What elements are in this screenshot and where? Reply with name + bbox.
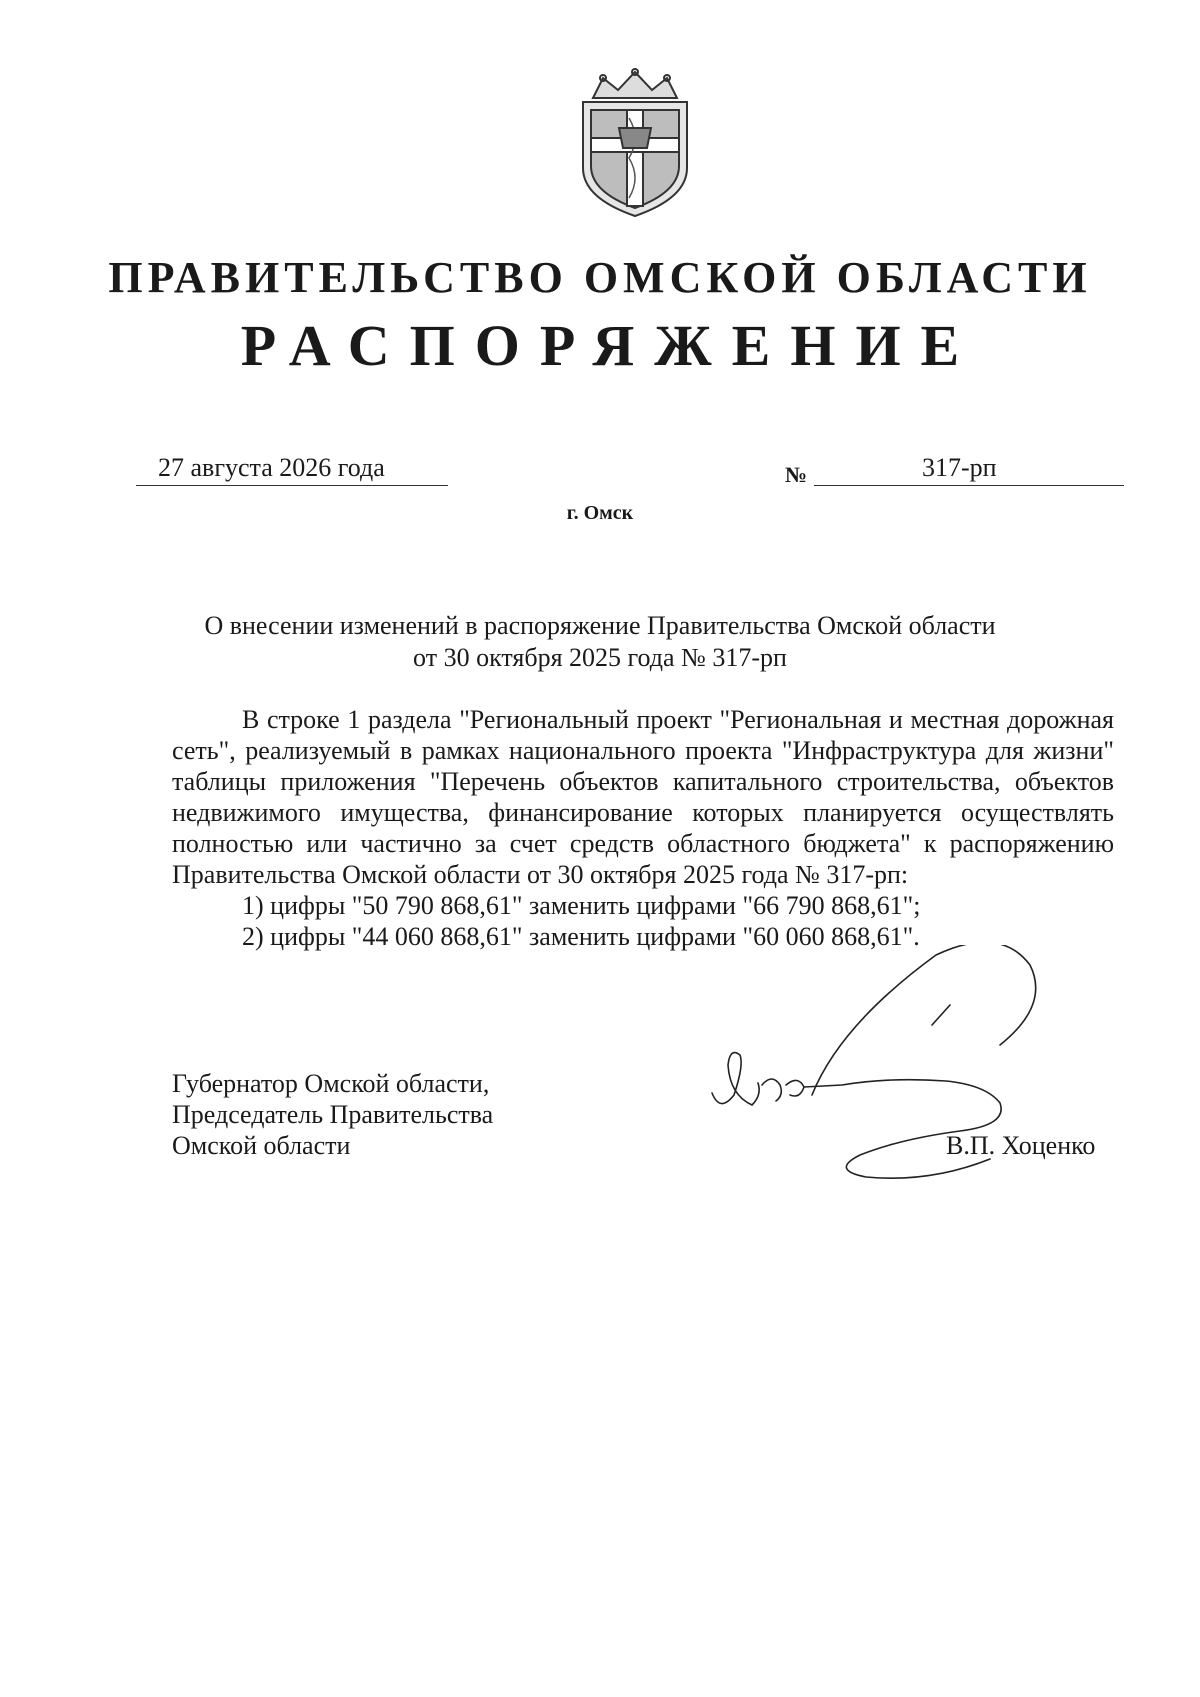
document-type-title: РАСПОРЯЖЕНИЕ [240, 313, 980, 378]
document-body [172, 704, 1114, 952]
document-number: 317-рп [814, 454, 1124, 486]
signer-position-line-1: Губернатор Омской области, [172, 1069, 490, 1098]
signer-position-line-3: Омской области [172, 1131, 351, 1160]
signer-position [172, 1068, 493, 1161]
document-subject [150, 610, 1050, 674]
signer-name: В.П. Хоценко [946, 1131, 1096, 1160]
body-paragraph: В строке 1 раздела "Региональный проект "Региональная и местная дорожная сеть", реализуемый в рамках национального проекта "Инфраструктура для жизни" таблицы приложения "Перечень объектов капитального строительства, объектов недвижимого имущества, финансирование которых планируется осуществлять полностью или частично за счет средств областного бюджета" к распоряжению Правительства Омской области от 30 октября 2025 года № 317-рп: [172, 705, 1114, 889]
body-item-1: 1) цифры "50 790 868,61" заменить цифрами "66 790 868,61"; [242, 891, 921, 920]
omsk-coat-of-arms-icon [563, 68, 707, 218]
document-date: 27 августа 2026 года [136, 454, 448, 486]
signer-position-line-2: Председатель Правительства [172, 1100, 494, 1129]
subject-line-2: от 30 октября 2025 года № 317-рп [413, 643, 787, 672]
document-city: г. Омск [566, 502, 634, 524]
subject-line-1: О внесении изменений в распоряжение Правительства Омской области [204, 611, 996, 640]
number-label: № [785, 462, 808, 487]
body-item-2: 2) цифры "44 060 868,61" заменить цифрами "60 060 868,61". [242, 922, 920, 951]
organization-name: ПРАВИТЕЛЬСТВО ОМСКОЙ ОБЛАСТИ [108, 253, 1092, 302]
